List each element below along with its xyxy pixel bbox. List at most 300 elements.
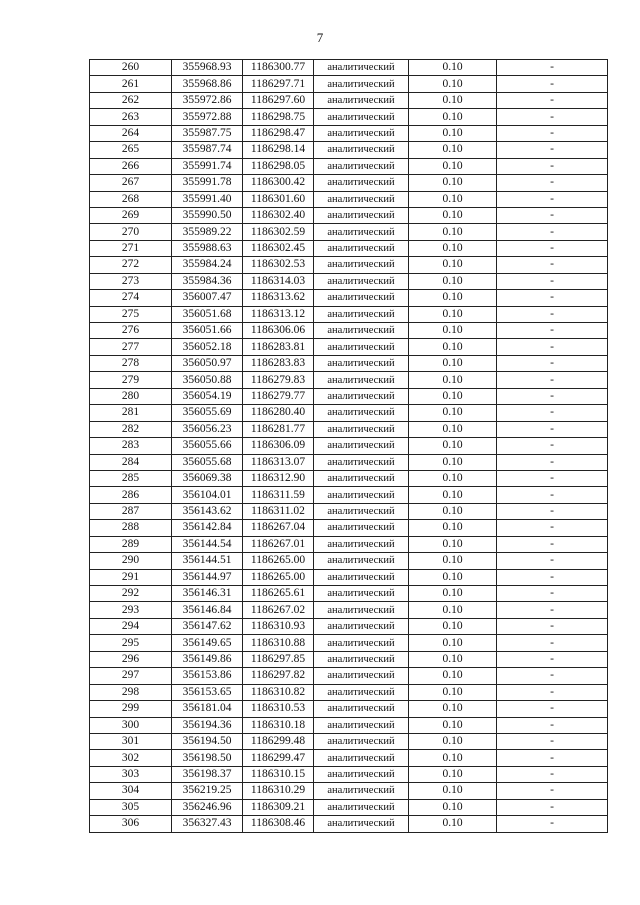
x-coordinate-cell: 356146.84 xyxy=(172,602,243,618)
x-coordinate-cell: 356153.86 xyxy=(172,668,243,684)
table-row xyxy=(90,635,608,651)
point-number-cell: 296 xyxy=(90,651,172,667)
table-row xyxy=(90,651,608,667)
point-number-cell: 263 xyxy=(90,109,172,125)
accuracy-cell: 0.10 xyxy=(409,750,497,766)
accuracy-cell: 0.10 xyxy=(409,207,497,223)
accuracy-cell: 0.10 xyxy=(409,651,497,667)
table-row xyxy=(90,224,608,240)
method-cell: аналитический xyxy=(314,421,409,437)
accuracy-cell: 0.10 xyxy=(409,684,497,700)
description-cell: - xyxy=(497,438,608,454)
x-coordinate-cell: 356142.84 xyxy=(172,520,243,536)
method-cell: аналитический xyxy=(314,125,409,141)
method-cell: аналитический xyxy=(314,372,409,388)
method-cell: аналитический xyxy=(314,536,409,552)
description-cell: - xyxy=(497,684,608,700)
method-cell: аналитический xyxy=(314,388,409,404)
accuracy-cell: 0.10 xyxy=(409,125,497,141)
method-cell: аналитический xyxy=(314,520,409,536)
y-coordinate-cell: 1186267.01 xyxy=(243,536,314,552)
description-cell: - xyxy=(497,487,608,503)
point-number-cell: 273 xyxy=(90,273,172,289)
table-row xyxy=(90,503,608,519)
point-number-cell: 292 xyxy=(90,586,172,602)
table-row xyxy=(90,388,608,404)
y-coordinate-cell: 1186265.00 xyxy=(243,569,314,585)
x-coordinate-cell: 355972.88 xyxy=(172,109,243,125)
description-cell: - xyxy=(497,569,608,585)
method-cell: аналитический xyxy=(314,224,409,240)
y-coordinate-cell: 1186267.04 xyxy=(243,520,314,536)
x-coordinate-cell: 356050.88 xyxy=(172,372,243,388)
table-row xyxy=(90,783,608,799)
point-number-cell: 274 xyxy=(90,290,172,306)
y-coordinate-cell: 1186298.75 xyxy=(243,109,314,125)
method-cell: аналитический xyxy=(314,355,409,371)
y-coordinate-cell: 1186265.61 xyxy=(243,586,314,602)
table-row xyxy=(90,372,608,388)
accuracy-cell: 0.10 xyxy=(409,240,497,256)
y-coordinate-cell: 1186281.77 xyxy=(243,421,314,437)
table-row xyxy=(90,142,608,158)
table-row xyxy=(90,109,608,125)
y-coordinate-cell: 1186302.53 xyxy=(243,257,314,273)
y-coordinate-cell: 1186297.85 xyxy=(243,651,314,667)
x-coordinate-cell: 356147.62 xyxy=(172,618,243,634)
x-coordinate-cell: 356198.50 xyxy=(172,750,243,766)
method-cell: аналитический xyxy=(314,323,409,339)
point-number-cell: 280 xyxy=(90,388,172,404)
point-number-cell: 261 xyxy=(90,76,172,92)
y-coordinate-cell: 1186298.14 xyxy=(243,142,314,158)
method-cell: аналитический xyxy=(314,454,409,470)
description-cell: - xyxy=(497,503,608,519)
x-coordinate-cell: 356144.51 xyxy=(172,553,243,569)
x-coordinate-cell: 356149.65 xyxy=(172,635,243,651)
method-cell: аналитический xyxy=(314,60,409,76)
point-number-cell: 277 xyxy=(90,339,172,355)
y-coordinate-cell: 1186302.59 xyxy=(243,224,314,240)
x-coordinate-cell: 356055.68 xyxy=(172,454,243,470)
table-row xyxy=(90,60,608,76)
y-coordinate-cell: 1186310.53 xyxy=(243,701,314,717)
accuracy-cell: 0.10 xyxy=(409,553,497,569)
description-cell: - xyxy=(497,618,608,634)
method-cell: аналитический xyxy=(314,339,409,355)
description-cell: - xyxy=(497,191,608,207)
point-number-cell: 275 xyxy=(90,306,172,322)
x-coordinate-cell: 356104.01 xyxy=(172,487,243,503)
y-coordinate-cell: 1186298.47 xyxy=(243,125,314,141)
method-cell: аналитический xyxy=(314,487,409,503)
method-cell: аналитический xyxy=(314,766,409,782)
method-cell: аналитический xyxy=(314,290,409,306)
table-row xyxy=(90,339,608,355)
table-row xyxy=(90,76,608,92)
x-coordinate-cell: 356144.97 xyxy=(172,569,243,585)
y-coordinate-cell: 1186280.40 xyxy=(243,405,314,421)
accuracy-cell: 0.10 xyxy=(409,257,497,273)
description-cell: - xyxy=(497,717,608,733)
description-cell: - xyxy=(497,454,608,470)
description-cell: - xyxy=(497,257,608,273)
method-cell: аналитический xyxy=(314,668,409,684)
y-coordinate-cell: 1186313.12 xyxy=(243,306,314,322)
table-row xyxy=(90,799,608,815)
x-coordinate-cell: 355988.63 xyxy=(172,240,243,256)
x-coordinate-cell: 356007.47 xyxy=(172,290,243,306)
point-number-cell: 264 xyxy=(90,125,172,141)
y-coordinate-cell: 1186310.15 xyxy=(243,766,314,782)
method-cell: аналитический xyxy=(314,191,409,207)
point-number-cell: 297 xyxy=(90,668,172,684)
method-cell: аналитический xyxy=(314,569,409,585)
x-coordinate-cell: 355991.40 xyxy=(172,191,243,207)
point-number-cell: 281 xyxy=(90,405,172,421)
description-cell: - xyxy=(497,536,608,552)
method-cell: аналитический xyxy=(314,602,409,618)
description-cell: - xyxy=(497,92,608,108)
y-coordinate-cell: 1186310.88 xyxy=(243,635,314,651)
table-row xyxy=(90,92,608,108)
y-coordinate-cell: 1186310.29 xyxy=(243,783,314,799)
y-coordinate-cell: 1186265.00 xyxy=(243,553,314,569)
point-number-cell: 285 xyxy=(90,470,172,486)
x-coordinate-cell: 355990.50 xyxy=(172,207,243,223)
description-cell: - xyxy=(497,668,608,684)
point-number-cell: 262 xyxy=(90,92,172,108)
table-row xyxy=(90,454,608,470)
description-cell: - xyxy=(497,76,608,92)
point-number-cell: 286 xyxy=(90,487,172,503)
accuracy-cell: 0.10 xyxy=(409,783,497,799)
x-coordinate-cell: 356194.50 xyxy=(172,733,243,749)
accuracy-cell: 0.10 xyxy=(409,323,497,339)
method-cell: аналитический xyxy=(314,651,409,667)
point-number-cell: 306 xyxy=(90,816,172,832)
x-coordinate-cell: 355968.86 xyxy=(172,76,243,92)
table-row xyxy=(90,668,608,684)
table-row xyxy=(90,586,608,602)
x-coordinate-cell: 356069.38 xyxy=(172,470,243,486)
description-cell: - xyxy=(497,388,608,404)
point-number-cell: 301 xyxy=(90,733,172,749)
y-coordinate-cell: 1186279.83 xyxy=(243,372,314,388)
accuracy-cell: 0.10 xyxy=(409,470,497,486)
table-row xyxy=(90,240,608,256)
point-number-cell: 270 xyxy=(90,224,172,240)
description-cell: - xyxy=(497,783,608,799)
point-number-cell: 268 xyxy=(90,191,172,207)
point-number-cell: 272 xyxy=(90,257,172,273)
x-coordinate-cell: 356051.66 xyxy=(172,323,243,339)
description-cell: - xyxy=(497,816,608,832)
y-coordinate-cell: 1186297.82 xyxy=(243,668,314,684)
description-cell: - xyxy=(497,60,608,76)
accuracy-cell: 0.10 xyxy=(409,487,497,503)
point-number-cell: 303 xyxy=(90,766,172,782)
point-number-cell: 289 xyxy=(90,536,172,552)
description-cell: - xyxy=(497,207,608,223)
point-number-cell: 267 xyxy=(90,175,172,191)
page-number: 7 xyxy=(316,30,324,45)
accuracy-cell: 0.10 xyxy=(409,421,497,437)
y-coordinate-cell: 1186300.77 xyxy=(243,60,314,76)
accuracy-cell: 0.10 xyxy=(409,733,497,749)
description-cell: - xyxy=(497,470,608,486)
description-cell: - xyxy=(497,158,608,174)
table-row xyxy=(90,487,608,503)
point-number-cell: 290 xyxy=(90,553,172,569)
accuracy-cell: 0.10 xyxy=(409,273,497,289)
point-number-cell: 293 xyxy=(90,602,172,618)
description-cell: - xyxy=(497,339,608,355)
method-cell: аналитический xyxy=(314,306,409,322)
accuracy-cell: 0.10 xyxy=(409,618,497,634)
y-coordinate-cell: 1186306.09 xyxy=(243,438,314,454)
method-cell: аналитический xyxy=(314,635,409,651)
x-coordinate-cell: 356055.69 xyxy=(172,405,243,421)
description-cell: - xyxy=(497,125,608,141)
table-row xyxy=(90,207,608,223)
description-cell: - xyxy=(497,651,608,667)
description-cell: - xyxy=(497,175,608,191)
y-coordinate-cell: 1186283.83 xyxy=(243,355,314,371)
accuracy-cell: 0.10 xyxy=(409,109,497,125)
method-cell: аналитический xyxy=(314,503,409,519)
table-row xyxy=(90,273,608,289)
method-cell: аналитический xyxy=(314,816,409,832)
table-row xyxy=(90,701,608,717)
table-row xyxy=(90,125,608,141)
point-number-cell: 287 xyxy=(90,503,172,519)
point-number-cell: 260 xyxy=(90,60,172,76)
description-cell: - xyxy=(497,586,608,602)
description-cell: - xyxy=(497,323,608,339)
description-cell: - xyxy=(497,750,608,766)
x-coordinate-cell: 356181.04 xyxy=(172,701,243,717)
x-coordinate-cell: 356056.23 xyxy=(172,421,243,437)
point-number-cell: 279 xyxy=(90,372,172,388)
table-row xyxy=(90,355,608,371)
table-row xyxy=(90,175,608,191)
table-row xyxy=(90,520,608,536)
accuracy-cell: 0.10 xyxy=(409,339,497,355)
accuracy-cell: 0.10 xyxy=(409,142,497,158)
x-coordinate-cell: 355984.24 xyxy=(172,257,243,273)
description-cell: - xyxy=(497,109,608,125)
x-coordinate-cell: 355991.74 xyxy=(172,158,243,174)
description-cell: - xyxy=(497,635,608,651)
x-coordinate-cell: 356194.36 xyxy=(172,717,243,733)
accuracy-cell: 0.10 xyxy=(409,60,497,76)
x-coordinate-cell: 355989.22 xyxy=(172,224,243,240)
accuracy-cell: 0.10 xyxy=(409,76,497,92)
table-row xyxy=(90,733,608,749)
table-row xyxy=(90,569,608,585)
y-coordinate-cell: 1186301.60 xyxy=(243,191,314,207)
accuracy-cell: 0.10 xyxy=(409,816,497,832)
y-coordinate-cell: 1186311.02 xyxy=(243,503,314,519)
x-coordinate-cell: 356246.96 xyxy=(172,799,243,815)
x-coordinate-cell: 356054.19 xyxy=(172,388,243,404)
method-cell: аналитический xyxy=(314,207,409,223)
method-cell: аналитический xyxy=(314,750,409,766)
method-cell: аналитический xyxy=(314,158,409,174)
point-number-cell: 276 xyxy=(90,323,172,339)
y-coordinate-cell: 1186310.93 xyxy=(243,618,314,634)
y-coordinate-cell: 1186283.81 xyxy=(243,339,314,355)
description-cell: - xyxy=(497,290,608,306)
y-coordinate-cell: 1186306.06 xyxy=(243,323,314,339)
x-coordinate-cell: 356146.31 xyxy=(172,586,243,602)
method-cell: аналитический xyxy=(314,109,409,125)
coordinates-table xyxy=(89,59,608,833)
method-cell: аналитический xyxy=(314,783,409,799)
point-number-cell: 299 xyxy=(90,701,172,717)
accuracy-cell: 0.10 xyxy=(409,224,497,240)
table-row xyxy=(90,684,608,700)
description-cell: - xyxy=(497,766,608,782)
point-number-cell: 265 xyxy=(90,142,172,158)
accuracy-cell: 0.10 xyxy=(409,536,497,552)
point-number-cell: 266 xyxy=(90,158,172,174)
y-coordinate-cell: 1186308.46 xyxy=(243,816,314,832)
y-coordinate-cell: 1186310.18 xyxy=(243,717,314,733)
y-coordinate-cell: 1186310.82 xyxy=(243,684,314,700)
description-cell: - xyxy=(497,355,608,371)
accuracy-cell: 0.10 xyxy=(409,372,497,388)
x-coordinate-cell: 356051.68 xyxy=(172,306,243,322)
table-row xyxy=(90,191,608,207)
x-coordinate-cell: 355972.86 xyxy=(172,92,243,108)
method-cell: аналитический xyxy=(314,799,409,815)
table-row xyxy=(90,306,608,322)
accuracy-cell: 0.10 xyxy=(409,405,497,421)
y-coordinate-cell: 1186297.60 xyxy=(243,92,314,108)
method-cell: аналитический xyxy=(314,142,409,158)
accuracy-cell: 0.10 xyxy=(409,766,497,782)
x-coordinate-cell: 355984.36 xyxy=(172,273,243,289)
y-coordinate-cell: 1186313.07 xyxy=(243,454,314,470)
description-cell: - xyxy=(497,733,608,749)
y-coordinate-cell: 1186312.90 xyxy=(243,470,314,486)
point-number-cell: 304 xyxy=(90,783,172,799)
x-coordinate-cell: 356219.25 xyxy=(172,783,243,799)
method-cell: аналитический xyxy=(314,701,409,717)
accuracy-cell: 0.10 xyxy=(409,635,497,651)
x-coordinate-cell: 356144.54 xyxy=(172,536,243,552)
description-cell: - xyxy=(497,142,608,158)
method-cell: аналитический xyxy=(314,76,409,92)
description-cell: - xyxy=(497,602,608,618)
point-number-cell: 282 xyxy=(90,421,172,437)
y-coordinate-cell: 1186267.02 xyxy=(243,602,314,618)
method-cell: аналитический xyxy=(314,405,409,421)
description-cell: - xyxy=(497,520,608,536)
accuracy-cell: 0.10 xyxy=(409,158,497,174)
y-coordinate-cell: 1186279.77 xyxy=(243,388,314,404)
y-coordinate-cell: 1186302.45 xyxy=(243,240,314,256)
description-cell: - xyxy=(497,701,608,717)
table-body xyxy=(90,60,608,833)
description-cell: - xyxy=(497,224,608,240)
method-cell: аналитический xyxy=(314,240,409,256)
point-number-cell: 294 xyxy=(90,618,172,634)
table-row xyxy=(90,553,608,569)
method-cell: аналитический xyxy=(314,175,409,191)
table-row xyxy=(90,257,608,273)
table-row xyxy=(90,290,608,306)
point-number-cell: 298 xyxy=(90,684,172,700)
accuracy-cell: 0.10 xyxy=(409,290,497,306)
table-row xyxy=(90,405,608,421)
y-coordinate-cell: 1186300.42 xyxy=(243,175,314,191)
accuracy-cell: 0.10 xyxy=(409,454,497,470)
point-number-cell: 269 xyxy=(90,207,172,223)
description-cell: - xyxy=(497,273,608,289)
table-row xyxy=(90,323,608,339)
x-coordinate-cell: 356327.43 xyxy=(172,816,243,832)
description-cell: - xyxy=(497,553,608,569)
method-cell: аналитический xyxy=(314,684,409,700)
y-coordinate-cell: 1186297.71 xyxy=(243,76,314,92)
table-row xyxy=(90,536,608,552)
description-cell: - xyxy=(497,240,608,256)
point-number-cell: 302 xyxy=(90,750,172,766)
point-number-cell: 295 xyxy=(90,635,172,651)
point-number-cell: 291 xyxy=(90,569,172,585)
method-cell: аналитический xyxy=(314,92,409,108)
point-number-cell: 271 xyxy=(90,240,172,256)
table-row xyxy=(90,816,608,832)
y-coordinate-cell: 1186302.40 xyxy=(243,207,314,223)
table-row xyxy=(90,421,608,437)
x-coordinate-cell: 355987.74 xyxy=(172,142,243,158)
y-coordinate-cell: 1186313.62 xyxy=(243,290,314,306)
point-number-cell: 284 xyxy=(90,454,172,470)
accuracy-cell: 0.10 xyxy=(409,438,497,454)
x-coordinate-cell: 356153.65 xyxy=(172,684,243,700)
method-cell: аналитический xyxy=(314,257,409,273)
method-cell: аналитический xyxy=(314,470,409,486)
method-cell: аналитический xyxy=(314,273,409,289)
accuracy-cell: 0.10 xyxy=(409,355,497,371)
accuracy-cell: 0.10 xyxy=(409,717,497,733)
table-row xyxy=(90,158,608,174)
y-coordinate-cell: 1186299.47 xyxy=(243,750,314,766)
point-number-cell: 288 xyxy=(90,520,172,536)
x-coordinate-cell: 356143.62 xyxy=(172,503,243,519)
table-row xyxy=(90,470,608,486)
accuracy-cell: 0.10 xyxy=(409,799,497,815)
description-cell: - xyxy=(497,306,608,322)
accuracy-cell: 0.10 xyxy=(409,191,497,207)
description-cell: - xyxy=(497,372,608,388)
y-coordinate-cell: 1186298.05 xyxy=(243,158,314,174)
y-coordinate-cell: 1186299.48 xyxy=(243,733,314,749)
description-cell: - xyxy=(497,421,608,437)
accuracy-cell: 0.10 xyxy=(409,602,497,618)
description-cell: - xyxy=(497,405,608,421)
description-cell: - xyxy=(497,799,608,815)
method-cell: аналитический xyxy=(314,553,409,569)
accuracy-cell: 0.10 xyxy=(409,668,497,684)
accuracy-cell: 0.10 xyxy=(409,92,497,108)
x-coordinate-cell: 356052.18 xyxy=(172,339,243,355)
x-coordinate-cell: 355987.75 xyxy=(172,125,243,141)
